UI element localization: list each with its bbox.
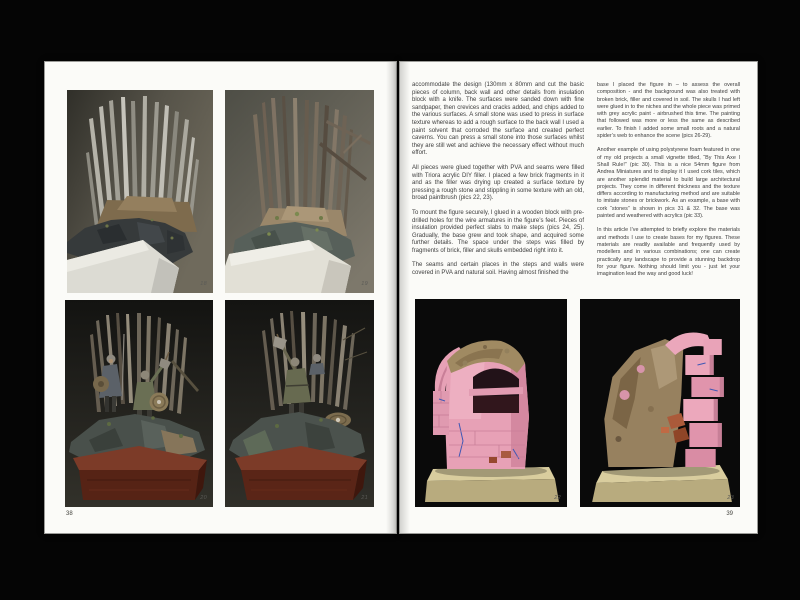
- body-paragraph: The seams and certain places in the steps and walls were covered in PVA and natural soil. Having almost finished the: [412, 262, 584, 277]
- body-paragraph: In this article I’ve attempted to briefly explore the materials and methods I use to create bases for my figures. These materials are readily available and frequently used by modellers and in various combinations; one can create practically any landscape to provide a stunning backdrop for your figure. Nothing should limit you - just let your imagination lead the way and good luck!: [597, 227, 740, 278]
- page-number-left: 38: [66, 511, 73, 517]
- diorama-axe-figure-image: [225, 300, 374, 507]
- photo-caption: 20: [200, 495, 207, 501]
- photo-caption: 19: [361, 281, 368, 287]
- diorama-photo-20: [65, 300, 213, 507]
- diorama-photo-19: [225, 90, 374, 293]
- pink-foam-ruin-back-image: [580, 299, 740, 507]
- photo-caption: 21: [361, 495, 368, 501]
- diorama-photo-18: [67, 90, 213, 293]
- diorama-figures-image: [65, 300, 213, 507]
- photo-caption: 23: [727, 495, 734, 501]
- photo-caption: 22: [554, 495, 561, 501]
- diorama-photo-21: [225, 300, 374, 507]
- diorama-stakes-grey-image: [67, 90, 213, 293]
- page-number-right: 39: [726, 511, 733, 517]
- photo-caption: 18: [200, 281, 207, 287]
- body-paragraph: All pieces were glued together with PVA and seams were filled with Triora acrylic DIY filler. I placed a few brick fragments in it and as the filler was drying up created a surface texture by pressing a rough stone and stippling in some texture with an old, broad paintbrush (pics 22, 23).: [412, 164, 584, 202]
- pink-foam-ruin-front-image: [415, 299, 567, 507]
- text-column-2: [597, 82, 740, 285]
- diorama-twigs-brown-image: [225, 90, 374, 293]
- body-paragraph: accommodate the design (130mm x 80mm and cut the basic pieces of column, back wall and other details from insulation block with a knife. The surfaces were sanded down with fine sandpaper, then crevices and cracks added, and chips added to the various surfaces. A small stone was used to press in surface texture whereas to add a rough surface to the back wall I used a paint solvent that corroded the surface and created perfect caverns. You can press a small stone into those surfaces whilst they are still wet and achieve the necessary effect without much effort.: [412, 82, 584, 157]
- body-paragraph: Another example of using polystyrene foam featured in one of my old projects a small vignette titled, “By This Axe I Shall Rule!” (pic 30). This is a nice 54mm figure from Andrea Miniatures and to display it I used cork tiles, which are another splendid material to build large architectural projects. They come in different thickness and the texture differs according to manufacturing method and are suitable to imitate stones or brickwork. As an example, a base with cork “stones” is shown in pics 31 & 32. The base was painted and weathered with acrylics (pic 33).: [597, 147, 740, 220]
- text-column-1: [412, 82, 584, 285]
- left-page: [45, 62, 396, 533]
- right-page: [400, 62, 757, 533]
- foam-ruin-photo-23: [580, 299, 740, 507]
- body-paragraph: To mount the figure securely, I glued in a wooden block with pre-drilled holes for the wire armatures in the figure’s feet. Pieces of insulation provided perfect slabs to make steps (pics 24, 25). Gradually, the base grew and took shape, and acquired some further details. The space under the steps was filled by fragments of brick, filler and skulls embedded right into it.: [412, 209, 584, 254]
- body-paragraph: base I placed the figure in – to assess the overall composition - and the background was also treated with broken brick, filler and covered in soil. The skulls I had left were glued in to the niches and the whole piece was primed with grey acrylic paint - airbrushed this time. The painting that followed was more or less the same as described earlier. To finish I added some small roots and a natural spider’s web to enhance the scene (pics 26-29).: [597, 82, 740, 140]
- foam-ruin-photo-22: [415, 299, 567, 507]
